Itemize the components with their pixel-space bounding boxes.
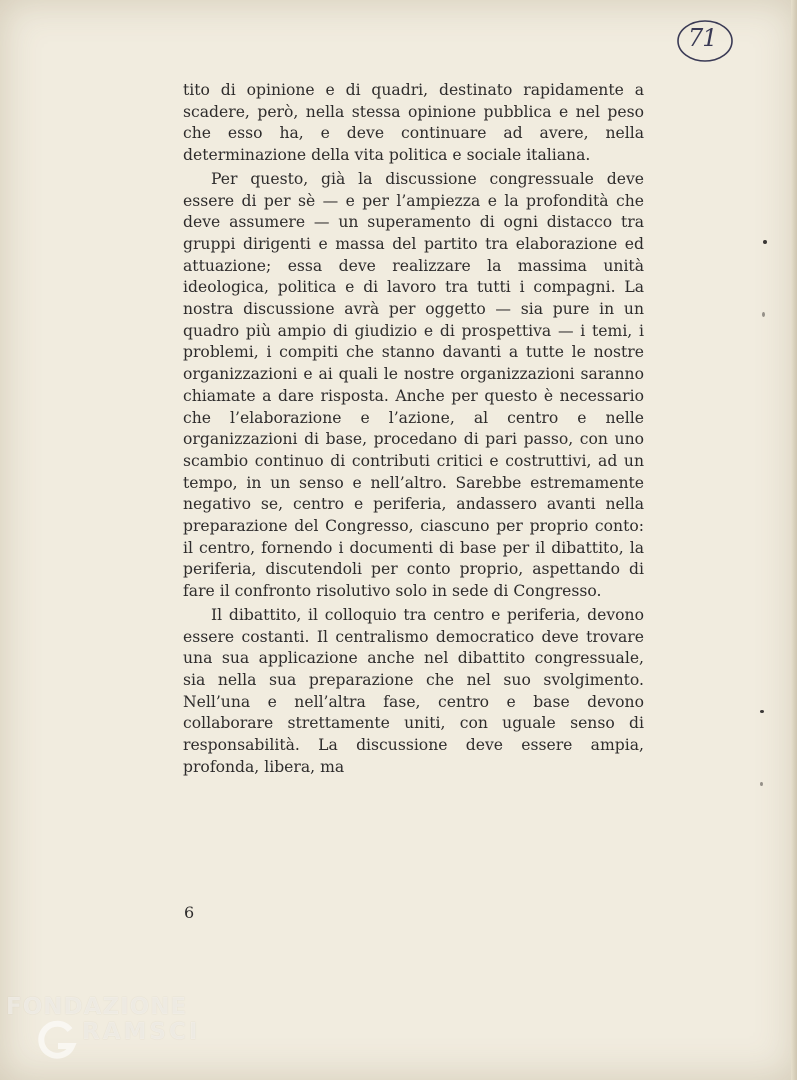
watermark-line-2: RAMSCI: [82, 1019, 201, 1045]
page-edge: [791, 0, 797, 1080]
scan-speck: [760, 782, 763, 786]
scan-speck: [763, 240, 767, 244]
archive-number: 71: [688, 24, 717, 52]
scan-speck: [760, 710, 764, 713]
paragraph-2: Per questo, già la discussione congressuale deve essere di per sè — e per l’ampiezza e la profondità che deve assumere — un superamento di ogni distacco tra gruppi dirigenti e massa del partito tra elaborazione ed attuazione; essa deve realizzare la massima unità ideologica, politica e di lavoro tra tutti i compagni. La nostra discussione avrà per oggetto — sia pure in un quadro più ampio di giudizio e di prospettiva — i temi, i problemi, i compiti che stanno davanti a tutte le nostre organizzazioni e ai quali le nostre organizzazioni saranno chiamate a dare risposta. Anche per questo è necessario che l’elaborazione e l’azione, al centro e nelle organizzazioni di base, procedano di pari passo, con uno scambio continuo di contributi critici e costruttivi, ad un tempo, in un senso e nell’altro. Sarebbe estremamente negativo se, centro e periferia, andassero avanti nella preparazione del Congresso, ciascuno per proprio conto: il centro, fornendo i documenti di base per il dibattito, la periferia, discutendoli per conto proprio, aspettando di fare il confronto risolutivo solo in sede di Congresso.: [183, 169, 644, 601]
paragraph-1: tito di opinione e di quadri, destinato rapidamente a scadere, però, nella stessa opinione pubblica e nel peso che esso ha, e deve continuare ad avere, nella determinazione della vita politica e sociale italiana.: [183, 81, 644, 165]
scan-speck: [762, 312, 765, 317]
watermark-g-logo: [36, 1020, 78, 1062]
paragraph-3: Il dibattito, il colloquio tra centro e periferia, devono essere costanti. Il centralismo democratico deve trovare una sua applicazione anche nel dibattito congressuale, sia nella sua preparazione che nel suo svolgimento. Nell’una e nell’altra fase, centro e base devono collaborare strettamente uniti, con uguale senso di responsabilità. La discussione deve essere ampia, profonda, libera, ma: [183, 605, 644, 776]
body-text: [183, 80, 644, 779]
watermark-line-1: FONDAZIONE: [6, 994, 188, 1020]
page-number: 6: [184, 903, 195, 922]
